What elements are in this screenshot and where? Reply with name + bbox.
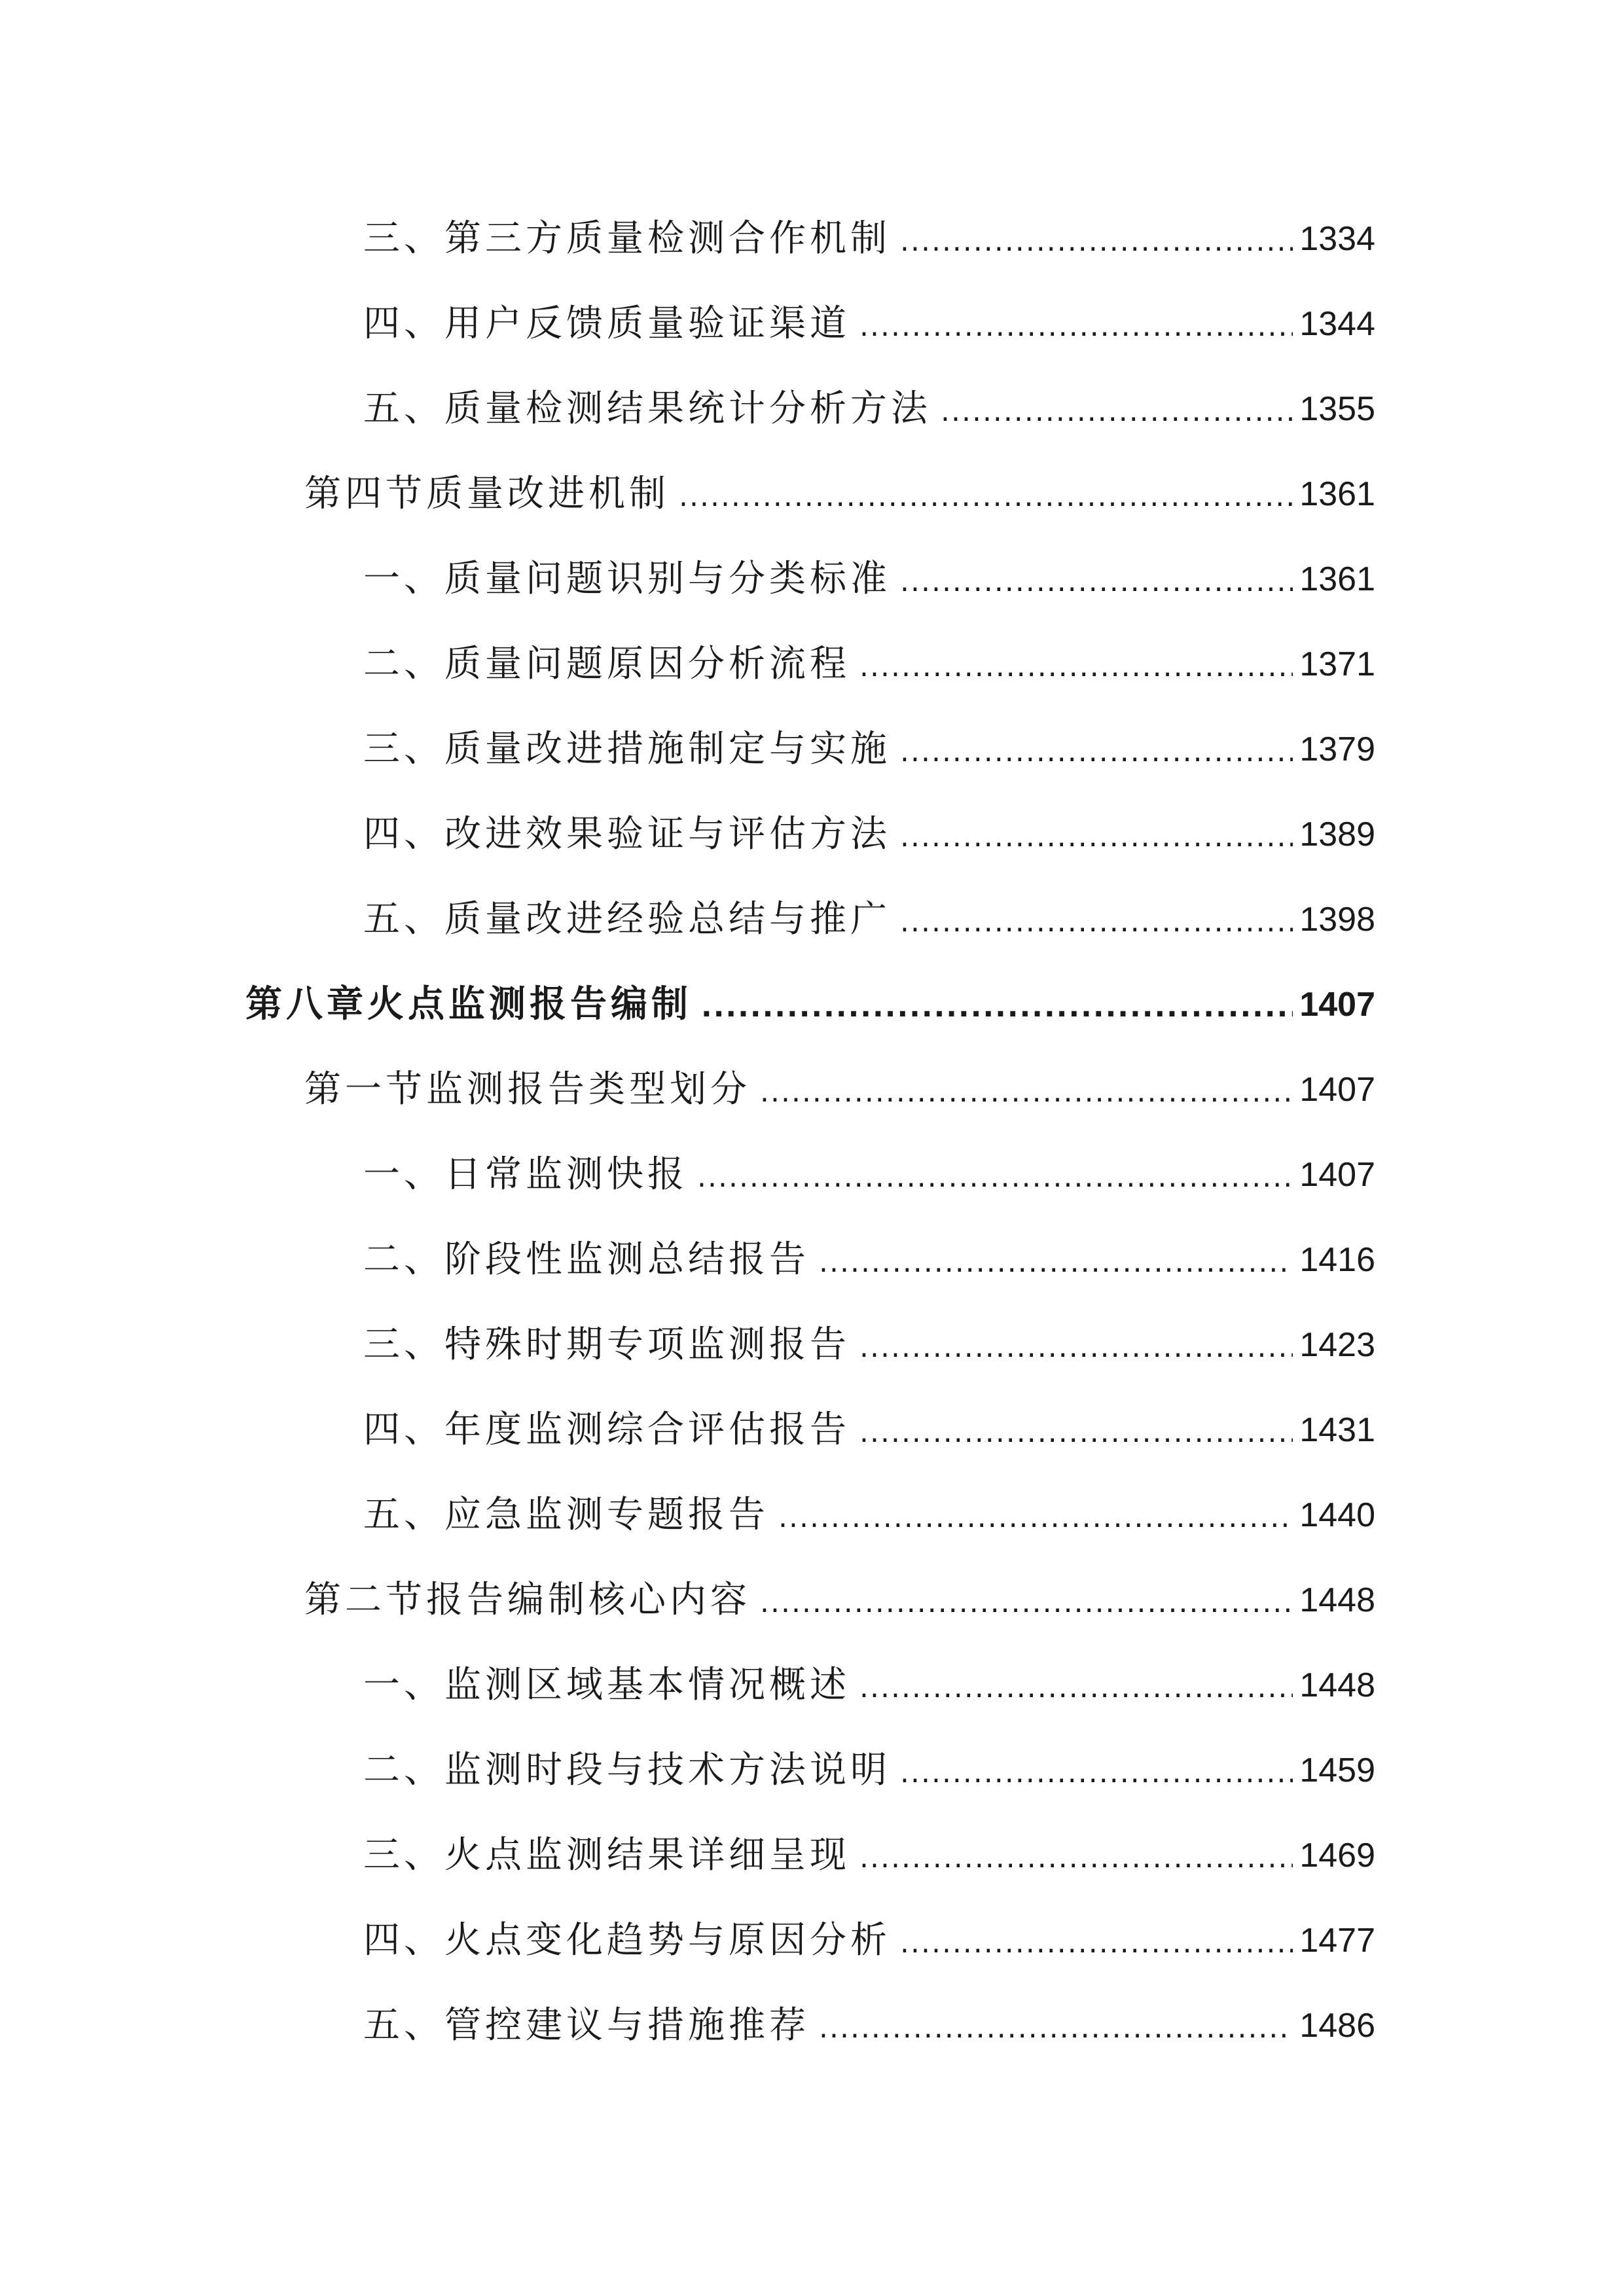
toc-entry[interactable] bbox=[363, 383, 1375, 435]
toc-entry-page-number: 1379 bbox=[1299, 730, 1375, 768]
toc-entry-page-number: 1448 bbox=[1299, 1666, 1375, 1704]
toc-entry-title: 第二节报告编制核心内容 bbox=[304, 1579, 751, 1621]
toc-entry[interactable] bbox=[363, 808, 1375, 861]
toc-dot-leader bbox=[859, 1404, 1293, 1456]
toc-entry-title: 第八章火点监测报告编制 bbox=[245, 983, 692, 1026]
toc-entry[interactable] bbox=[363, 298, 1375, 350]
toc-entry-page-number: 1448 bbox=[1299, 1581, 1375, 1619]
toc-entry[interactable] bbox=[363, 1319, 1375, 1371]
toc-entry-page-number: 1361 bbox=[1299, 560, 1375, 598]
toc-dot-leader bbox=[900, 808, 1293, 861]
toc-dot-leader bbox=[697, 1149, 1293, 1201]
toc-entry-page-number: 1486 bbox=[1299, 2007, 1375, 2045]
toc-entry[interactable] bbox=[363, 1489, 1375, 1541]
toc-dot-leader bbox=[900, 1914, 1293, 1967]
toc-dot-leader bbox=[701, 978, 1293, 1031]
toc-entry[interactable] bbox=[363, 723, 1375, 776]
toc-entry-page-number: 1477 bbox=[1299, 1922, 1375, 1960]
toc-entry[interactable] bbox=[363, 1829, 1375, 1882]
toc-dot-leader bbox=[859, 1319, 1293, 1371]
toc-entry-page-number: 1459 bbox=[1299, 1751, 1375, 1789]
toc-entry[interactable] bbox=[363, 1744, 1375, 1797]
toc-entry-page-number: 1407 bbox=[1299, 1071, 1375, 1109]
toc-entry-page-number: 1389 bbox=[1299, 816, 1375, 853]
toc-entry[interactable] bbox=[363, 1914, 1375, 1967]
toc-entry-title: 二、阶段性监测总结报告 bbox=[363, 1238, 810, 1281]
toc-dot-leader bbox=[859, 638, 1293, 691]
toc-entry[interactable] bbox=[363, 2000, 1375, 2052]
toc-entry-page-number: 1355 bbox=[1299, 390, 1375, 428]
toc-entry[interactable] bbox=[363, 553, 1375, 605]
toc-entry-page-number: 1334 bbox=[1299, 220, 1375, 258]
toc-dot-leader bbox=[760, 1064, 1293, 1116]
toc-entry-page-number: 1407 bbox=[1299, 1156, 1375, 1194]
toc-entry[interactable] bbox=[363, 1149, 1375, 1201]
toc-entry-title: 一、质量问题识别与分类标准 bbox=[363, 558, 891, 600]
toc-dot-leader bbox=[819, 2000, 1293, 2052]
toc-dot-leader bbox=[859, 1659, 1293, 1712]
toc-dot-leader bbox=[679, 468, 1293, 520]
toc-dot-leader bbox=[941, 383, 1293, 435]
toc-dot-leader bbox=[859, 298, 1293, 350]
toc-entry[interactable] bbox=[363, 1404, 1375, 1456]
toc-entry-page-number: 1407 bbox=[1299, 986, 1375, 1024]
toc-dot-leader bbox=[900, 1744, 1293, 1797]
toc-entry[interactable] bbox=[363, 213, 1375, 265]
toc-entry-page-number: 1371 bbox=[1299, 645, 1375, 683]
toc-entry-page-number: 1344 bbox=[1299, 305, 1375, 343]
toc-entry-page-number: 1440 bbox=[1299, 1496, 1375, 1534]
toc-entry-title: 三、质量改进措施制定与实施 bbox=[363, 728, 891, 770]
toc-entry-title: 三、火点监测结果详细呈现 bbox=[363, 1834, 850, 1876]
toc-entry[interactable] bbox=[363, 1234, 1375, 1286]
toc-entry-title: 一、监测区域基本情况概述 bbox=[363, 1664, 850, 1706]
toc-entry[interactable] bbox=[304, 1574, 1375, 1626]
toc-entry[interactable] bbox=[363, 638, 1375, 691]
toc-entry-title: 五、应急监测专题报告 bbox=[363, 1494, 769, 1536]
toc-entry-page-number: 1469 bbox=[1299, 1837, 1375, 1874]
toc-entry-title: 二、监测时段与技术方法说明 bbox=[363, 1749, 891, 1791]
toc-entry[interactable] bbox=[304, 468, 1375, 520]
toc-entry-title: 四、年度监测综合评估报告 bbox=[363, 1408, 850, 1451]
toc-entry[interactable] bbox=[304, 1064, 1375, 1116]
toc-entry[interactable] bbox=[363, 893, 1375, 946]
toc-entry-title: 四、用户反馈质量验证渠道 bbox=[363, 302, 850, 345]
toc-entry-page-number: 1423 bbox=[1299, 1326, 1375, 1364]
toc-entry-title: 五、质量改进经验总结与推广 bbox=[363, 898, 891, 941]
toc-entry-page-number: 1361 bbox=[1299, 475, 1375, 513]
toc-entry-title: 第一节监测报告类型划分 bbox=[304, 1068, 751, 1111]
toc-entry-page-number: 1416 bbox=[1299, 1241, 1375, 1279]
toc-entry-title: 五、质量检测结果统计分析方法 bbox=[363, 387, 931, 430]
toc-entry-title: 四、改进效果验证与评估方法 bbox=[363, 813, 891, 855]
toc-entry[interactable] bbox=[363, 1659, 1375, 1712]
toc-dot-leader bbox=[778, 1489, 1293, 1541]
toc-dot-leader bbox=[900, 553, 1293, 605]
toc-dot-leader bbox=[900, 213, 1293, 265]
toc-entry-title: 二、质量问题原因分析流程 bbox=[363, 643, 850, 685]
toc-entry-title: 四、火点变化趋势与原因分析 bbox=[363, 1919, 891, 1962]
toc-dot-leader bbox=[859, 1829, 1293, 1882]
toc-entry[interactable] bbox=[245, 978, 1375, 1031]
toc-dot-leader bbox=[760, 1574, 1293, 1626]
toc-entry-title: 一、日常监测快报 bbox=[363, 1153, 688, 1196]
toc-dot-leader bbox=[819, 1234, 1293, 1286]
toc-entry-title: 三、特殊时期专项监测报告 bbox=[363, 1323, 850, 1366]
toc-entry-title: 第四节质量改进机制 bbox=[304, 473, 670, 515]
toc-entry-title: 五、管控建议与措施推荐 bbox=[363, 2004, 810, 2047]
toc-dot-leader bbox=[900, 723, 1293, 776]
toc-entry-title: 三、第三方质量检测合作机制 bbox=[363, 217, 891, 260]
toc-entry-page-number: 1398 bbox=[1299, 901, 1375, 939]
toc-entry-page-number: 1431 bbox=[1299, 1411, 1375, 1449]
toc-dot-leader bbox=[900, 893, 1293, 946]
